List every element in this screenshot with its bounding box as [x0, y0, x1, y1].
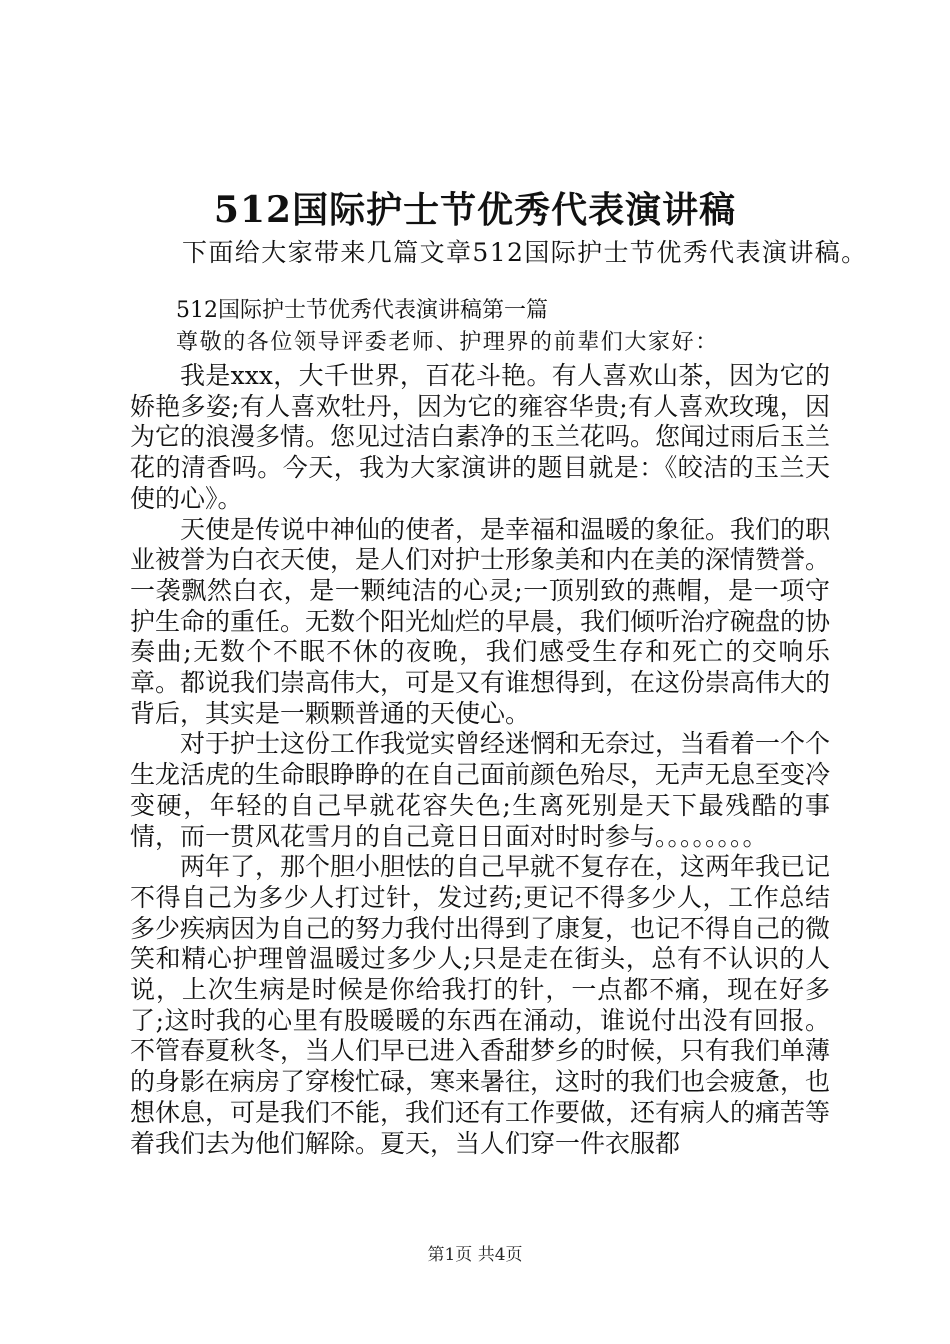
paragraph: 我是xxx，大千世界，百花斗艳。有人喜欢山茶，因为它的娇艳多姿;有人喜欢牡丹，因为它的雍容华贵;有人喜欢玫瑰，因为它的浪漫多情。您见过洁白素净的玉兰花吗。您闻过雨后玉兰花的清香吗。今天，我为大家演讲的题目就是：《皎洁的玉兰天使的心》。 [130, 361, 831, 513]
document-title: 512国际护士节优秀代表演讲稿 [213, 189, 737, 231]
paragraph: 两年了，那个胆小胆怯的自己早就不复存在，这两年我已记不得自己为多少人打过针，发过药;更记不得多少人，工作总结多少疾病因为自己的努力我付出得到了康复，也记不得自己的微笑和精心护理曾温暖过多少人;只是走在街头，总有不认识的人说，上次生病是时候是你给我打的针，一点都不痛，现在好多了;这时我的心里有股暖暖的东西在涌动，谁说付出没有回报。不管春夏秋冬，当人们早已进入香甜梦乡的时候，只有我们单薄的身影在病房了穿梭忙碌，寒来暑往，这时的我们也会疲惫，也想休息，可是我们不能，我们还有工作要做，还有病人的痛苦等着我们去为他们解除。夏天，当人们穿一件衣服都 [130, 852, 831, 1158]
salutation: 尊敬的各位领导评委老师、护理界的前辈们大家好： [176, 330, 719, 355]
section-heading: 512国际护士节优秀代表演讲稿第一篇 [176, 298, 548, 323]
intro-line: 下面给大家带来几篇文章512国际护士节优秀代表演讲稿。 [182, 238, 868, 267]
page-number-footer: 第1页 共4页 [427, 1245, 523, 1265]
paragraph: 天使是传说中神仙的使者，是幸福和温暖的象征。我们的职业被誉为白衣天使，是人们对护士形象美和内在美的深情赞誉。一袭飘然白衣，是一颗纯洁的心灵;一顶别致的燕帽，是一项守护生命的重任。无数个阳光灿烂的早晨，我们倾听治疗碗盘的协奏曲;无数个不眠不休的夜晚，我们感受生存和死亡的交响乐章。都说我们崇高伟大，可是又有谁想得到，在这份崇高伟大的背后，其实是一颗颗普通的天使心。 [130, 514, 831, 728]
speech-body [130, 361, 830, 1159]
paragraph: 对于护士这份工作我觉实曾经迷惘和无奈过，当看着一个个生龙活虎的生命眼睁睁的在自己面前颜色殆尽，无声无息至变冷变硬，年轻的自己早就花容失色;生离死别是天下最残酷的事情，而一贯风花雪月的自己竟日日面对时时参与。。。。。。。。 [130, 729, 831, 851]
